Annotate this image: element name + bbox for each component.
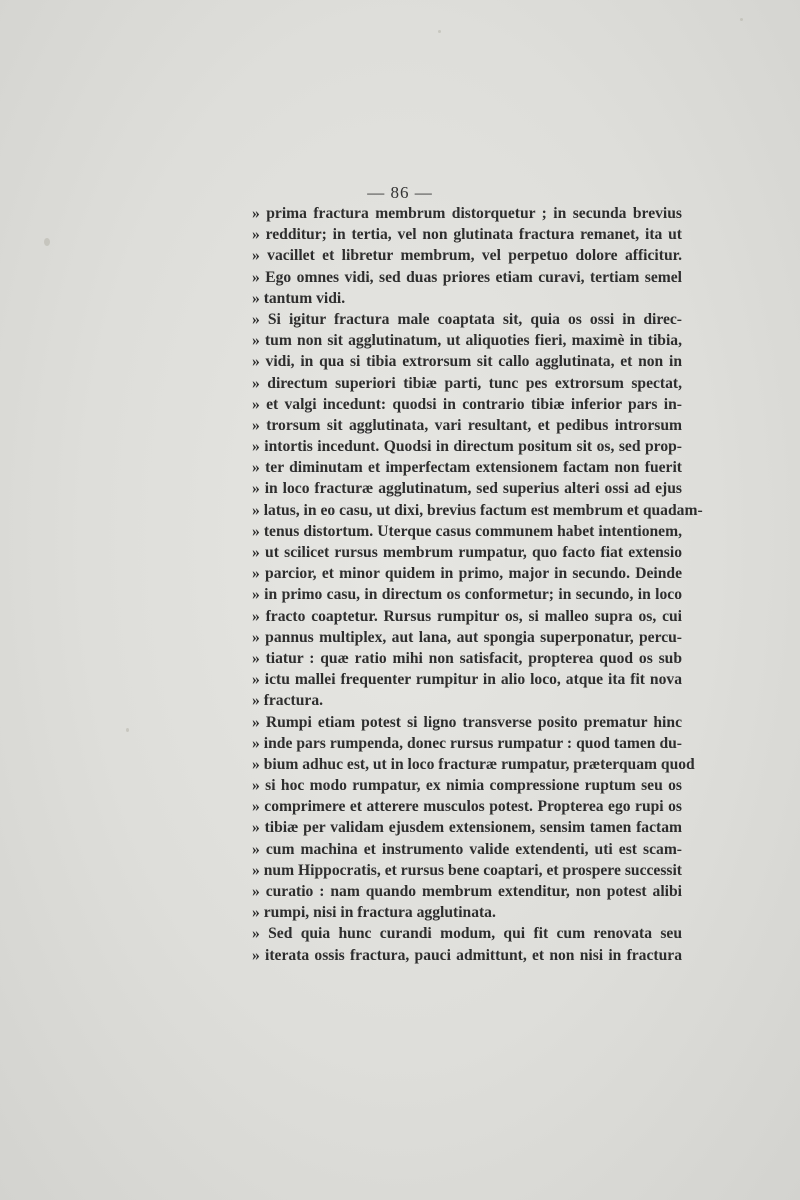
text-line: » bium adhuc est, ut in loco fracturæ rumpatur, præterquam quod — [252, 755, 695, 773]
text-line: » num Hippocratis, et rursus bene coaptari, et prospere successit — [252, 861, 682, 879]
text-line: » in loco fracturæ agglutinatum, sed superius alteri ossi ad ejus — [252, 480, 682, 498]
text-line: » in primo casu, in directum os conformetur; in secundo, in loco — [252, 586, 682, 604]
paper-spot — [740, 18, 743, 21]
text-line: » directum superiori tibiæ parti, tunc pes extrorsum spectat, — [252, 374, 682, 392]
paper-spot — [44, 238, 50, 246]
text-line: » Sed quia hunc curandi modum, qui fit cum renovata seu — [252, 925, 682, 943]
text-line: » Si igitur fractura male coaptata sit, quia os ossi in direc- — [252, 310, 682, 328]
text-line: » parcior, et minor quidem in primo, major in secundo. Deinde — [252, 565, 682, 583]
text-line: » vacillet et libretur membrum, vel perpetuo dolore afficitur. — [252, 247, 682, 265]
text-line: » ut scilicet rursus membrum rumpatur, quo facto fiat extensio — [252, 544, 682, 561]
text-line: » iterata ossis fractura, pauci admittunt, et non nisi in fractura — [252, 946, 682, 964]
text-line: » ictu mallei frequenter rumpitur in alio loco, atque ita fit nova — [252, 671, 682, 689]
body-text — [252, 203, 703, 966]
text-line: » redditur; in tertia, vel non glutinata fractura remanet, ita ut — [252, 226, 682, 244]
text-line: » latus, in eo casu, ut dixi, brevius factum est membrum et quadam- — [252, 501, 703, 519]
text-line: » si hoc modo rumpatur, ex nimia compressione ruptum seu os — [252, 777, 682, 795]
page-number: — 86 — — [367, 183, 433, 202]
text-line: » inde pars rumpenda, donec rursus rumpatur : quod tamen du- — [252, 734, 682, 752]
text-line: » intortis incedunt. Quodsi in directum positum sit os, sed prop- — [252, 438, 682, 456]
text-line: » fracto coaptetur. Rursus rumpitur os, si malleo supra os, cui — [252, 607, 682, 625]
text-line: » Ego omnes vidi, sed duas priores etiam curavi, tertiam semel — [252, 268, 682, 286]
paper-spot — [126, 728, 129, 732]
text-line: » tiatur : quæ ratio mihi non satisfacit, propterea quod os sub — [252, 649, 682, 667]
paper-spot — [438, 30, 441, 33]
text-line: » vidi, in qua si tibia extrorsum sit callo agglutinata, et non in — [252, 353, 682, 371]
text-line: » cum machina et instrumento valide extendenti, uti est scam- — [252, 840, 682, 858]
text-line: » tibiæ per validam ejusdem extensionem, sensim tamen factam — [252, 819, 682, 837]
text-line: » et valgi incedunt: quodsi in contrario tibiæ inferior pars in- — [252, 395, 682, 413]
text-line: » tum non sit agglutinatum, ut aliquoties fieri, maximè in tibia, — [252, 332, 682, 350]
text-line: » comprimere et atterere musculos potest. Propterea ego rupi os — [252, 798, 682, 816]
text-line: » curatio : nam quando membrum extenditur, non potest alibi — [252, 883, 682, 900]
text-line: » ter diminutam et imperfectam extensionem factam non fuerit — [252, 459, 682, 477]
text-line: » Rumpi etiam potest si ligno transverse posito prematur hinc — [252, 713, 682, 731]
text-line: » pannus multiplex, aut lana, aut spongia superponatur, percu- — [252, 628, 682, 646]
text-line: » rumpi, nisi in fractura agglutinata. — [252, 904, 496, 922]
text-line: » tantum vidi. — [252, 289, 346, 307]
text-line: » trorsum sit agglutinata, vari resultant, et pedibus introrsum — [252, 416, 682, 434]
text-line: » fractura. — [252, 692, 324, 710]
text-line: » prima fractura membrum distorquetur ; in secunda brevius — [252, 205, 682, 222]
text-line: » tenus distortum. Uterque casus communem habet intentionem, — [252, 522, 682, 540]
